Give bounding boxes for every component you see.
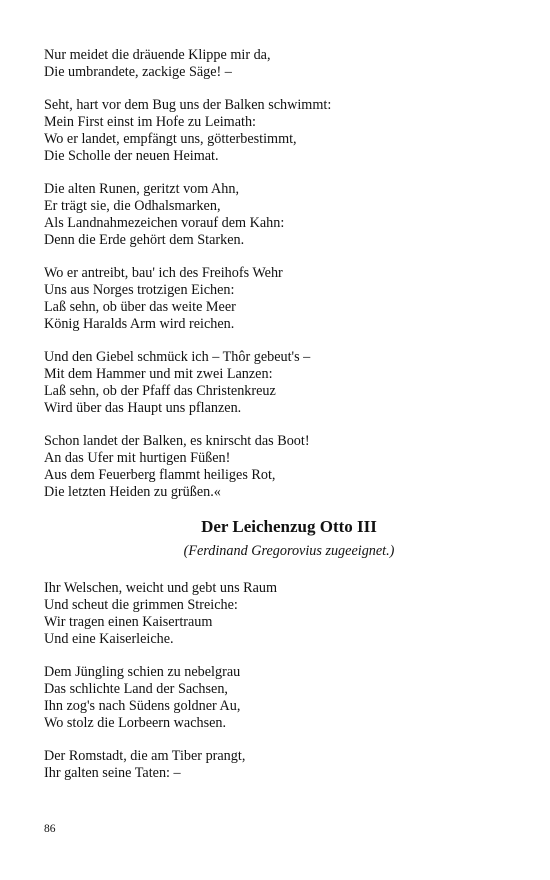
verse-line: König Haralds Arm wird reichen.: [44, 315, 235, 332]
stanza: [44, 748, 514, 782]
verse-line: Ihr galten seine Taten: –: [44, 765, 181, 782]
verse-line: Die Scholle der neuen Heimat.: [44, 147, 219, 164]
verse-line: Wo er landet, empfängt uns, götterbestimmt,: [44, 130, 297, 147]
poem-dedication: (Ferdinand Gregorovius zugeeignet.): [183, 543, 395, 560]
verse-line: Nur meidet die dräuende Klippe mir da,: [44, 47, 271, 63]
verse-line: Ihn zog's nach Südens goldner Au,: [44, 697, 241, 714]
page-number: 86: [44, 823, 56, 835]
verse-line: Als Landnahmezeichen vorauf dem Kahn:: [44, 214, 285, 231]
verse-line: Der Romstadt, die am Tiber prangt,: [44, 748, 246, 765]
stanza: [44, 349, 514, 416]
verse-line: Wo er antreibt, bau' ich des Freihofs Wehr: [44, 265, 283, 282]
verse-line: Aus dem Feuerberg flammt heiliges Rot,: [44, 466, 276, 483]
verse-line: Die alten Runen, geritzt vom Ahn,: [44, 181, 240, 198]
poem-title: Der Leichenzug Otto III: [201, 517, 377, 537]
stanza: [44, 580, 514, 647]
verse-line: Und den Giebel schmück ich – Thôr gebeut's –: [44, 349, 311, 366]
verse-line: Die umbrandete, zackige Säge! –: [44, 63, 232, 80]
stanza: [44, 664, 514, 731]
stanza: [44, 265, 514, 332]
verse-line: Laß sehn, ob der Pfaff das Christenkreuz: [44, 382, 276, 399]
verse-line: Mein First einst im Hofe zu Leimath:: [44, 114, 256, 131]
stanza: [44, 433, 514, 500]
verse-line: Uns aus Norges trotzigen Eichen:: [44, 282, 235, 299]
verse-line: Er trägt sie, die Odhalsmarken,: [44, 198, 221, 215]
stanza: [44, 97, 514, 164]
verse-line: Das schlichte Land der Sachsen,: [44, 681, 228, 698]
verse-line: Wo stolz die Lorbeern wachsen.: [44, 714, 227, 731]
verse-line: Und eine Kaiserleiche.: [44, 630, 174, 647]
verse-line: Schon landet der Balken, es knirscht das Boot!: [44, 433, 310, 450]
verse-line: Wir tragen einen Kaisertraum: [44, 613, 213, 630]
stanza: [44, 181, 514, 248]
verse-line: Die letzten Heiden zu grüßen.«: [44, 483, 221, 500]
verse-line: Denn die Erde gehört dem Starken.: [44, 231, 245, 248]
verse-line: Dem Jüngling schien zu nebelgrau: [44, 664, 241, 681]
verse-line: Seht, hart vor dem Bug uns der Balken schwimmt:: [44, 97, 332, 114]
verse-line: Mit dem Hammer und mit zwei Lanzen:: [44, 366, 273, 383]
verse-line: Wird über das Haupt uns pflanzen.: [44, 399, 242, 416]
book-page: [44, 47, 514, 799]
verse-line: Ihr Welschen, weicht und gebt uns Raum: [44, 580, 278, 597]
verse-line: An das Ufer mit hurtigen Füßen!: [44, 450, 231, 467]
verse-line: Laß sehn, ob über das weite Meer: [44, 298, 236, 315]
stanza: [44, 47, 514, 81]
verse-line: Und scheut die grimmen Streiche:: [44, 597, 238, 614]
